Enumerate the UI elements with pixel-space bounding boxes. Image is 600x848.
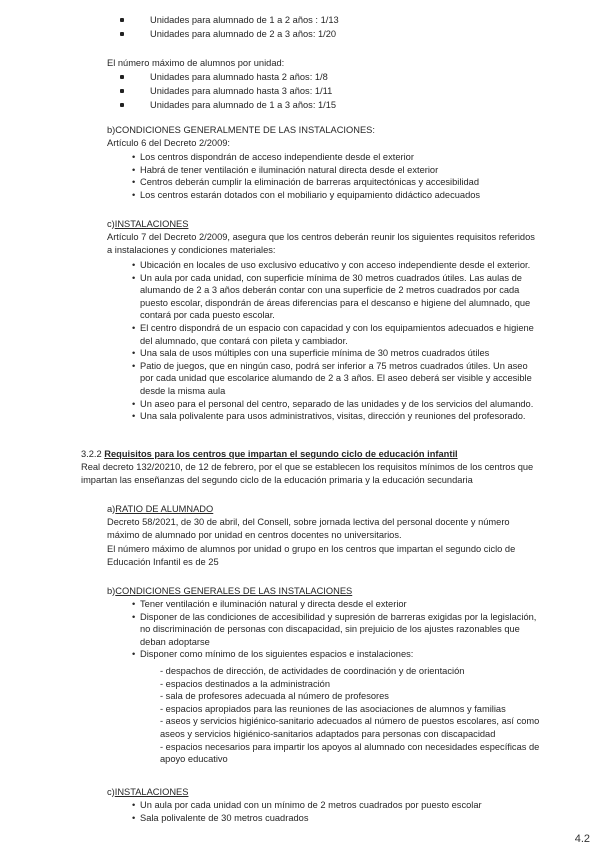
list-item: • Habrá de tener ventilación e iluminación natural directa desde el exterior: [130, 164, 542, 177]
decree-reference: Artículo 6 del Decreto 2/2009:: [107, 138, 230, 148]
list-item: - espacios necesarios para impartir los apoyos al alumnado con necesidades específicas de apoyo educativo: [160, 741, 540, 765]
spaces-list: [160, 665, 542, 766]
heading-prefix: c): [107, 787, 115, 797]
list-item: • Ubicación en locales de uso exclusivo educativo y con acceso independiente desde el exterior.: [130, 259, 542, 272]
heading-prefix: b): [107, 586, 116, 596]
list-item: • Tener ventilación e iluminación natural y directa desde el exterior: [130, 598, 542, 611]
section-title-text: Requisitos para los centros que impartan el segundo ciclo de educación infantil: [104, 449, 458, 459]
heading-text: INSTALACIONES: [114, 219, 189, 229]
ratio-paragraph: El número máximo de alumnos por unidad o grupo en los centros que impartan el segundo ciclo de Educación Infantil es de 25: [107, 544, 516, 567]
list-item: • Los centros dispondrán de acceso independiente desde el exterior: [130, 151, 542, 164]
list-item: • Patio de juegos, que en ningún caso, podrá ser inferior a 75 metros cuadrados útiles. Un aseo por cada unidad que escolarice alumando de 2 a 3 años. El aseo deberá ser visible y accesible desde la misma aula: [130, 360, 542, 398]
ratio-bullet-list: [0, 14, 339, 42]
list-item: - sala de profesores adecuada al número de profesores: [160, 691, 389, 702]
bullet-list: [130, 151, 542, 201]
section-number: 3.2.2: [81, 449, 105, 459]
list-item: Unidades para alumnado hasta 2 años: 1/8: [0, 71, 336, 85]
heading-prefix: a): [107, 504, 116, 514]
max-students-list: [0, 71, 336, 112]
list-item: Unidades para alumnado de 1 a 3 años: 1/15: [0, 99, 336, 113]
list-item: • Un aula por cada unidad con un mínimo de 2 metros cuadrados por puesto escolar: [130, 799, 542, 812]
heading-text: RATIO DE ALUMNADO: [115, 504, 214, 514]
section-heading: [107, 585, 538, 598]
bullet-list: [130, 259, 542, 423]
section-heading: b)CONDICIONES GENERALMENTE DE LAS INSTALACIONES:: [107, 125, 375, 135]
list-item: - despachos de dirección, de actividades de coordinación y de orientación: [160, 666, 465, 676]
list-item: • Disponer de las condiciones de accesibilidad y supresión de barreras exigidas por la legislación, no discriminación de personas con discapacidad, sin prejuicio de los ajustes razonables que deban adoptarse: [130, 611, 542, 649]
bullet-list: [130, 598, 542, 661]
section-title: [81, 448, 538, 461]
list-item: Unidades para alumnado de 2 a 3 años: 1/20: [0, 28, 339, 42]
section-intro: Artículo 7 del Decreto 2/2009, asegura que los centros deberán reunir los siguientes requisitos referidos a instalaciones y condiciones materiales:: [107, 232, 535, 255]
heading-text: INSTALACIONES: [114, 787, 189, 797]
section-heading: [107, 218, 538, 231]
list-item: • Una sala polivalente para usos administrativos, visitas, dirección y reuniones del profesorado.: [130, 410, 542, 423]
page-number: 4.2: [574, 833, 590, 846]
list-item: • Un aseo para el personal del centro, separado de las unidades y de los servicios del alumando.: [130, 398, 542, 411]
list-item: • Los centros estarán dotados con el mobiliario y equipamiento didáctico adecuados: [130, 189, 542, 202]
heading-prefix: c): [107, 219, 115, 229]
list-item: Unidades para alumnado de 1 a 2 años : 1/13: [0, 14, 339, 28]
list-item: Unidades para alumnado hasta 3 años: 1/11: [0, 85, 336, 99]
list-item: • Centros deberán cumplir la eliminación de barreras arquitectónicas y accesibilidad: [130, 176, 542, 189]
decree-paragraph: Decreto 58/2021, de 30 de abril, del Consell, sobre jornada lectiva del personal docente y número máximo de alumnado por unidad en centros docentes no universitarios.: [107, 517, 510, 540]
bullet-list: [130, 799, 542, 824]
list-item: - espacios destinados a la administración: [160, 678, 331, 689]
list-item: - espacios apropiados para las reuniones de las asociaciones de alumnos y familias: [160, 703, 506, 714]
list-item: • Sala polivalente de 30 metros cuadrados: [130, 812, 542, 825]
max-students-heading: El número máximo de alumnos por unidad:: [107, 58, 285, 68]
section-intro: Real decreto 132/20210, de 12 de febrero, por el que se establecen los requisitos mínimos de los centros que impartan las enseñanzas del segundo ciclo de la educación primaria y la educación secundaria: [81, 462, 534, 485]
heading-text: CONDICIONES GENERALES DE LAS INSTALACIONES: [115, 586, 353, 596]
list-item: • El centro dispondrá de un espacio con capacidad y con los equipamientos adecuados e higiene del alumnado, que contará con pileta y cambiador.: [130, 322, 542, 347]
section-heading: [107, 786, 538, 799]
list-item: • Disponer como mínimo de los siguientes espacios e instalaciones:: [130, 648, 542, 661]
list-item: • Una sala de usos múltiples con una superficie mínima de 30 metros cuadrados útiles: [130, 347, 542, 360]
list-item: • Un aula por cada unidad, con superficie mínima de 30 metros cuadrados útiles. Las aulas de alumando de 2 a 3 años deberán contar con una superficie de 2 metros cuadrados por cada puesto escolar, dispondrán de áreas diferencias para el descanso e higiene del alumnado, que contará por cada puesto escolar.: [130, 272, 542, 322]
section-heading: [107, 503, 538, 516]
list-item: - aseos y servicios higiénico-sanitario adecuados al número de puestos escolares, así como aseos y servicios higiénico-sanitarios adaptados para personas con discapacidad: [160, 716, 540, 739]
